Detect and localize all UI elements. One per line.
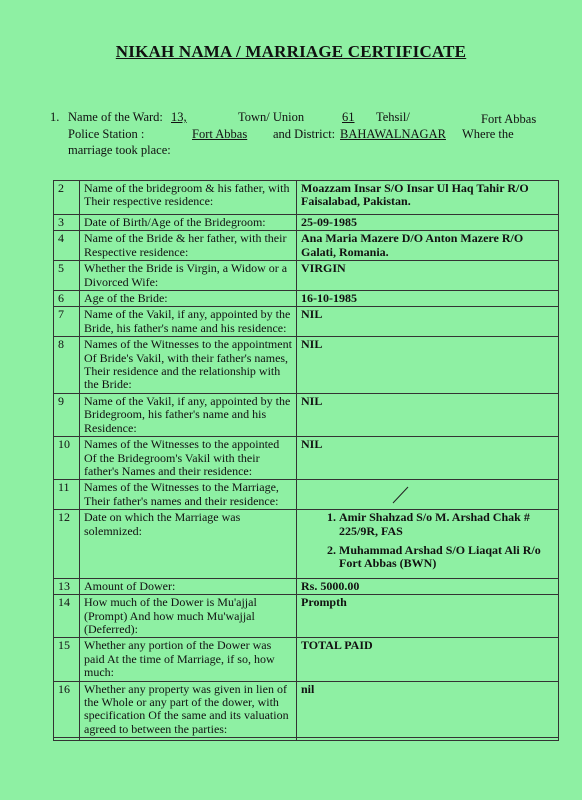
row-number: 16 bbox=[54, 681, 80, 738]
pen-mark-icon bbox=[392, 486, 410, 504]
row-number: 9 bbox=[54, 393, 80, 436]
certificate-title: NIKAH NAMA / MARRIAGE CERTIFICATE bbox=[115, 42, 467, 61]
table-row bbox=[54, 480, 559, 510]
row-number: 5 bbox=[54, 261, 80, 291]
row-label: Name of the bridegroom & his father, with Their respective residence: bbox=[80, 181, 297, 215]
row-label: Whether any property was given in lien of the Whole or any part of the dower, with specification Of the same and its valuation agreed to between the parties: bbox=[80, 681, 297, 738]
row-value: NIL bbox=[297, 393, 559, 436]
row-number: 12 bbox=[54, 510, 80, 579]
row-number: 6 bbox=[54, 291, 80, 307]
table-row bbox=[54, 393, 559, 436]
table-row bbox=[54, 337, 559, 394]
table-row bbox=[54, 595, 559, 638]
row-value: TOTAL PAID bbox=[297, 638, 559, 681]
table-row bbox=[54, 307, 559, 337]
row-label: Name of the Bride & her father, with their Respective residence: bbox=[80, 231, 297, 261]
witness-list-cell bbox=[297, 510, 559, 579]
table-row bbox=[54, 738, 559, 741]
row-number: 15 bbox=[54, 638, 80, 681]
row-number: 2 bbox=[54, 181, 80, 215]
row-value bbox=[297, 480, 559, 510]
district-label: and District: bbox=[273, 127, 336, 141]
row-value: Prompth bbox=[297, 595, 559, 638]
table-row bbox=[54, 291, 559, 307]
row-value: nil bbox=[297, 681, 559, 738]
row-label: How much of the Dower is Mu'ajjal (Prompt) And how much Mu'wajjal (Deferred): bbox=[80, 595, 297, 638]
police-station-value: Fort Abbas bbox=[192, 127, 248, 141]
row-value: Ana Maria Mazere D/O Anton Mazere R/O Galati, Romania. bbox=[297, 231, 559, 261]
row-label: Names of the Witnesses to the Marriage, Their father's names and their residence: bbox=[80, 480, 297, 510]
town-label: Town/ Union bbox=[238, 110, 305, 124]
row-label: Names of the Witnesses to the appointment Of Bride's Vakil, with their father's names, Their residence and the relationship with the Bride: bbox=[80, 337, 297, 394]
row-number bbox=[54, 738, 80, 741]
row-label: Whether the Bride is Virgin, a Widow or a Divorced Wife: bbox=[80, 261, 297, 291]
table-row bbox=[54, 437, 559, 480]
row-number: 3 bbox=[54, 215, 80, 231]
row-value: VIRGIN bbox=[297, 261, 559, 291]
row-number: 14 bbox=[54, 595, 80, 638]
row-label: Name of the Vakil, if any, appointed by the Bride, his father's name and his residence: bbox=[80, 307, 297, 337]
table-row bbox=[54, 261, 559, 291]
row-label: Amount of Dower: bbox=[80, 578, 297, 594]
witness-1: 1. Amir Shahzad S/o M. Arshad Chak # 225/9R, FAS bbox=[339, 511, 554, 538]
ward-label: Name of the Ward: bbox=[68, 110, 163, 124]
certificate-table bbox=[53, 180, 559, 741]
row-value: NIL bbox=[297, 437, 559, 480]
table-row bbox=[54, 578, 559, 594]
witness-2: 2. Muhammad Arshad S/O Liaqat Ali R/o Fort Abbas (BWN) bbox=[339, 544, 554, 571]
row-label bbox=[80, 738, 297, 741]
row-label: Whether any portion of the Dower was paid At the time of Marriage, if so, how much: bbox=[80, 638, 297, 681]
where-label: Where the bbox=[462, 127, 514, 141]
district-value: BAHAWALNAGAR bbox=[340, 127, 446, 141]
place-label: marriage took place: bbox=[68, 143, 171, 157]
table-row bbox=[54, 231, 559, 261]
row-number: 11 bbox=[54, 480, 80, 510]
item-number: 1. bbox=[50, 110, 60, 124]
row-number: 10 bbox=[54, 437, 80, 480]
row-value: Moazzam Insar S/O Insar Ul Haq Tahir R/O Faisalabad, Pakistan. bbox=[297, 181, 559, 215]
tehsil-value: Fort Abbas bbox=[481, 112, 537, 126]
row-label: Names of the Witnesses to the appointed Of the Bridegroom's Vakil with their father's Names and their residence: bbox=[80, 437, 297, 480]
table-row bbox=[54, 181, 559, 215]
row-value: 16-10-1985 bbox=[297, 291, 559, 307]
table-row bbox=[54, 215, 559, 231]
row-number: 4 bbox=[54, 231, 80, 261]
tehsil-label: Tehsil/ bbox=[376, 110, 410, 124]
row-value bbox=[297, 738, 559, 741]
row-label: Date on which the Marriage was solemnized: bbox=[80, 510, 297, 579]
row-value: Rs. 5000.00 bbox=[297, 578, 559, 594]
row-number: 8 bbox=[54, 337, 80, 394]
row-value: NIL bbox=[297, 337, 559, 394]
table-row bbox=[54, 638, 559, 681]
row-value: NIL bbox=[297, 307, 559, 337]
row-label: Age of the Bride: bbox=[80, 291, 297, 307]
table-row bbox=[54, 681, 559, 738]
row-label: Name of the Vakil, if any, appointed by the Bridegroom, his father's name and his Residence: bbox=[80, 393, 297, 436]
row-label: Date of Birth/Age of the Bridegroom: bbox=[80, 215, 297, 231]
row-number: 13 bbox=[54, 578, 80, 594]
table-row bbox=[54, 510, 559, 579]
town-value: 61 bbox=[342, 110, 355, 124]
row-value: 25-09-1985 bbox=[297, 215, 559, 231]
ward-value: 13, bbox=[171, 110, 187, 124]
police-station-label: Police Station : bbox=[68, 127, 145, 141]
witness-list bbox=[301, 511, 554, 571]
row-number: 7 bbox=[54, 307, 80, 337]
